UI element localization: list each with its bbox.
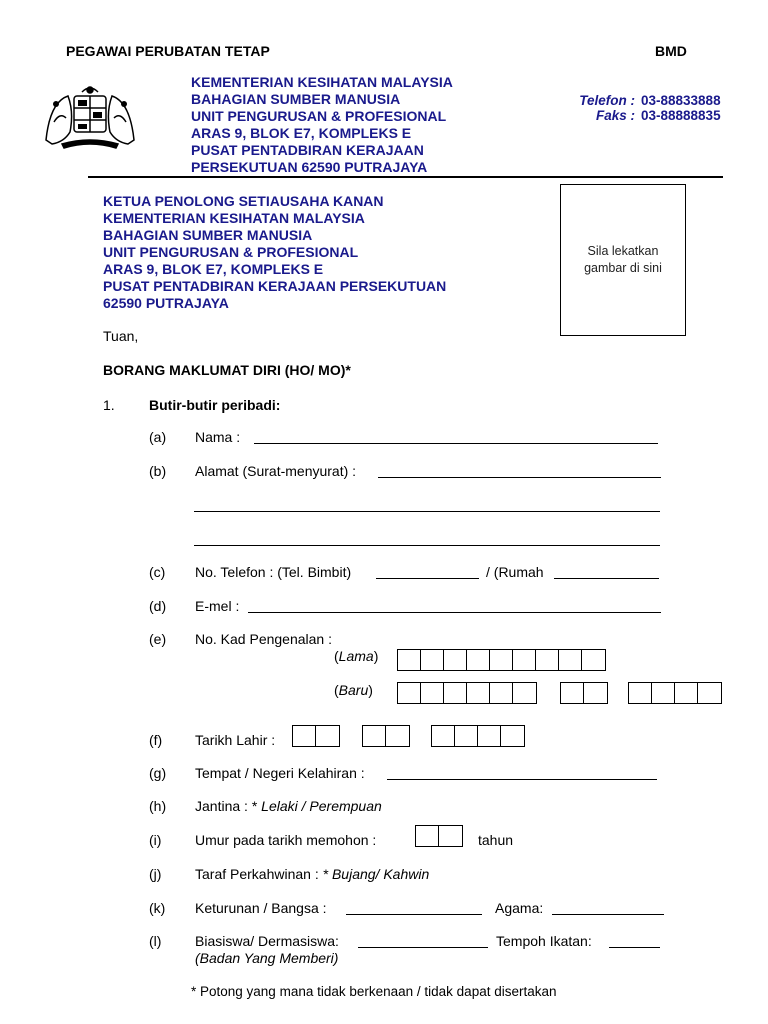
section-title: Butir-butir peribadi: bbox=[149, 397, 281, 413]
field-label: (a) bbox=[149, 429, 167, 445]
header-title: PEGAWAI PERUBATAN TETAP bbox=[66, 43, 270, 59]
field-label: (g) bbox=[149, 765, 167, 781]
email-field[interactable] bbox=[248, 612, 661, 613]
name-label: Nama : bbox=[195, 429, 241, 445]
bond-period-field[interactable] bbox=[609, 947, 660, 948]
fax-value: 03-88888835 bbox=[641, 108, 721, 123]
birthplace-field[interactable] bbox=[387, 779, 657, 780]
gender-label-text: Jantina : * bbox=[195, 798, 258, 814]
dob-label: Tarikh Lahir : bbox=[195, 732, 276, 748]
address-label: Alamat (Surat-menyurat) : bbox=[195, 463, 357, 479]
home-phone-field[interactable] bbox=[554, 578, 659, 579]
ic-new-boxes-2[interactable] bbox=[560, 682, 608, 704]
field-label: (d) bbox=[149, 598, 167, 614]
address-line: BAHAGIAN SUMBER MANUSIA bbox=[191, 91, 401, 107]
recipient-address bbox=[103, 193, 446, 312]
field-label: (f) bbox=[149, 732, 163, 748]
photo-instruction: gambar di sini bbox=[584, 261, 662, 275]
recipient-line: UNIT PENGURUSAN & PROFESIONAL bbox=[103, 244, 359, 260]
phone-mobile-label: No. Telefon : (Tel. Bimbit) bbox=[195, 564, 352, 580]
address-field[interactable] bbox=[378, 477, 661, 478]
name-field[interactable] bbox=[254, 443, 658, 444]
coat-of-arms-logo bbox=[40, 82, 140, 152]
bond-period-label: Tempoh Ikatan: bbox=[496, 933, 592, 949]
field-label: (e) bbox=[149, 631, 167, 647]
salutation: Tuan, bbox=[103, 328, 139, 344]
gender-options[interactable]: Lelaki / Perempuan bbox=[261, 798, 382, 814]
footnote: * Potong yang mana tidak berkenaan / tidak dapat disertakan bbox=[191, 984, 557, 999]
photo-placeholder[interactable] bbox=[560, 184, 686, 336]
ic-new-boxes-1[interactable] bbox=[397, 682, 537, 704]
recipient-line: PUSAT PENTADBIRAN KERAJAAN PERSEKUTUAN bbox=[103, 278, 447, 294]
mobile-phone-field[interactable] bbox=[376, 578, 479, 579]
ic-new-text: Baru bbox=[338, 682, 369, 698]
address-field-line3[interactable] bbox=[194, 545, 660, 546]
ic-old-text: Lama bbox=[338, 648, 374, 664]
email-label: E-mel : bbox=[195, 598, 240, 614]
religion-label: Agama: bbox=[495, 900, 544, 916]
fax-label: Faks : bbox=[595, 108, 635, 123]
ic-old-label: (Lama) bbox=[334, 648, 379, 664]
address-line: PUSAT PENTADBIRAN KERAJAAN bbox=[191, 142, 424, 158]
field-label: (j) bbox=[149, 866, 162, 882]
ic-old-boxes[interactable] bbox=[397, 649, 606, 671]
photo-instruction: Sila lekatkan bbox=[587, 244, 659, 258]
field-label: (h) bbox=[149, 798, 167, 814]
address-line: PERSEKUTUAN 62590 PUTRAJAYA bbox=[191, 159, 428, 175]
recipient-line: KEMENTERIAN KESIHATAN MALAYSIA bbox=[103, 210, 365, 226]
contact-block bbox=[573, 93, 721, 123]
race-field[interactable] bbox=[346, 914, 482, 915]
marital-label-text: Taraf Perkahwinan : bbox=[195, 866, 319, 882]
section-number: 1. bbox=[103, 397, 115, 413]
address-line: KEMENTERIAN KESIHATAN MALAYSIA bbox=[191, 74, 453, 90]
marital-label bbox=[195, 866, 429, 882]
age-unit: tahun bbox=[478, 832, 514, 848]
address-field-line2[interactable] bbox=[194, 511, 660, 512]
race-label: Keturunan / Bangsa : bbox=[195, 900, 327, 916]
recipient-line: BAHAGIAN SUMBER MANUSIA bbox=[103, 227, 313, 243]
field-label: (b) bbox=[149, 463, 167, 479]
dob-month-boxes[interactable] bbox=[362, 725, 410, 747]
age-boxes[interactable] bbox=[415, 825, 463, 847]
scholarship-label: Biasiswa/ Dermasiswa: bbox=[195, 933, 339, 949]
gender-label bbox=[195, 798, 382, 814]
ic-new-label: (Baru) bbox=[334, 682, 373, 698]
ministry-address bbox=[191, 74, 453, 176]
field-label: (i) bbox=[149, 832, 162, 848]
tel-value: 03-88833888 bbox=[641, 93, 721, 108]
ic-label: No. Kad Pengenalan : bbox=[195, 631, 332, 647]
recipient-line: KETUA PENOLONG SETIAUSAHA KANAN bbox=[103, 193, 384, 209]
dob-day-boxes[interactable] bbox=[292, 725, 340, 747]
dob-year-boxes[interactable] bbox=[431, 725, 525, 747]
recipient-line: 62590 PUTRAJAYA bbox=[103, 295, 229, 311]
recipient-line: ARAS 9, BLOK E7, KOMPLEKS E bbox=[103, 261, 324, 277]
scholarship-sub-label: (Badan Yang Memberi) bbox=[195, 950, 339, 966]
marital-options[interactable]: * Bujang/ Kahwin bbox=[322, 866, 430, 882]
address-line: UNIT PENGURUSAN & PROFESIONAL bbox=[191, 108, 447, 124]
field-label: (k) bbox=[149, 900, 166, 916]
ic-new-boxes-3[interactable] bbox=[628, 682, 722, 704]
birthplace-label: Tempat / Negeri Kelahiran : bbox=[195, 765, 365, 781]
age-label: Umur pada tarikh memohon : bbox=[195, 832, 377, 848]
field-label: (l) bbox=[149, 933, 162, 949]
header-divider bbox=[88, 176, 723, 178]
address-line: ARAS 9, BLOK E7, KOMPLEKS E bbox=[191, 125, 412, 141]
religion-field[interactable] bbox=[552, 914, 664, 915]
phone-home-label: / (Rumah bbox=[486, 564, 544, 580]
header-code: BMD bbox=[655, 43, 687, 59]
scholarship-field[interactable] bbox=[358, 947, 488, 948]
form-title: BORANG MAKLUMAT DIRI (HO/ MO)* bbox=[103, 362, 351, 378]
tel-label: Telefon : bbox=[579, 93, 635, 108]
field-label: (c) bbox=[149, 564, 166, 580]
